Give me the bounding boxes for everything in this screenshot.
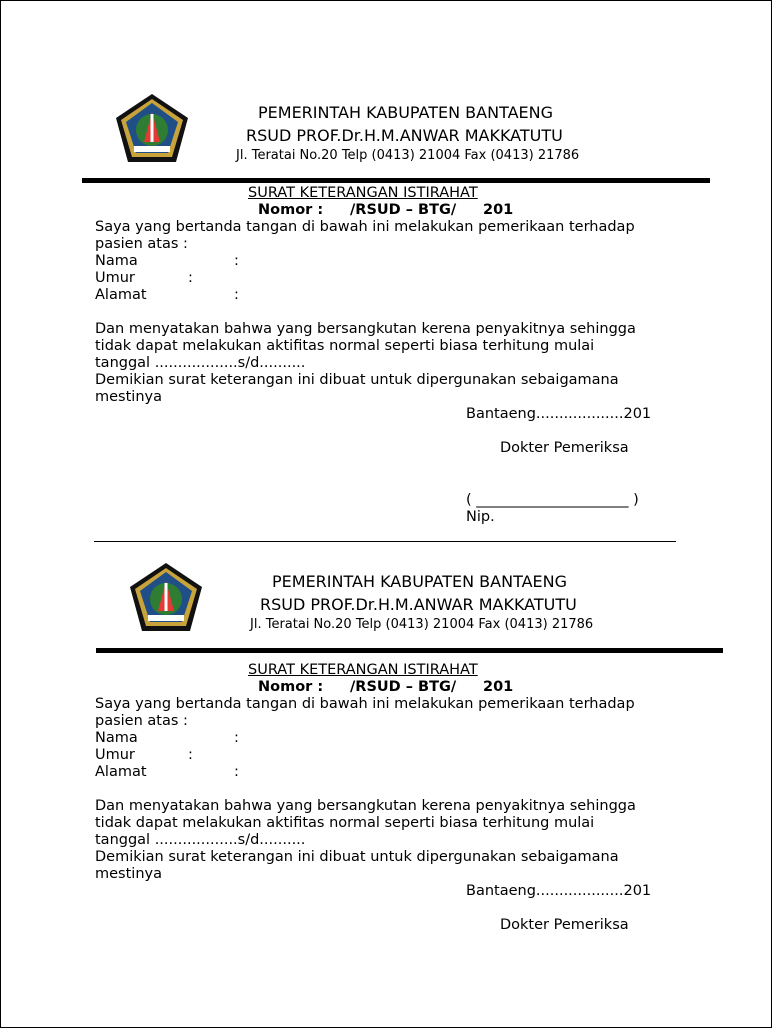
closing-line-1: Demikian surat keterangan ini dibuat untuk dipergunakan sebaigamana xyxy=(95,372,619,388)
field-nama-label: Nama xyxy=(95,730,138,746)
header-divider xyxy=(82,178,710,183)
field-alamat-colon: : xyxy=(234,764,239,780)
body-line-3: tanggal ..................s/d.......... xyxy=(95,355,306,371)
nomor-value: /RSUD – BTG/ xyxy=(350,679,457,695)
field-alamat-label: Alamat xyxy=(95,764,147,780)
field-nama-colon: : xyxy=(234,730,239,746)
place-date: Bantaeng...................201 xyxy=(466,406,652,422)
body-line-2: tidak dapat melakukan aktifitas normal seperti biasa terhitung mulai xyxy=(95,815,595,831)
intro-line-2: pasien atas : xyxy=(95,236,188,252)
field-alamat-label: Alamat xyxy=(95,287,147,303)
nomor-label: Nomor : xyxy=(258,679,324,695)
closing-line-2: mestinya xyxy=(95,389,162,405)
intro-line-2: pasien atas : xyxy=(95,713,188,729)
closing-line-1: Demikian surat keterangan ini dibuat untuk dipergunakan sebaigamana xyxy=(95,849,619,865)
signer-title: Dokter Pemeriksa xyxy=(500,440,629,456)
cut-line xyxy=(94,541,676,542)
field-umur-label: Umur xyxy=(95,747,135,763)
body-line-1: Dan menyatakan bahwa yang bersangkutan kerena penyakitnya sehingga xyxy=(95,798,636,814)
body-line-2: tidak dapat melakukan aktifitas normal seperti biasa terhitung mulai xyxy=(95,338,595,354)
place-date: Bantaeng...................201 xyxy=(466,883,652,899)
hospital-address: Jl. Teratai No.20 Telp (0413) 21004 Fax (0413) 21786 xyxy=(250,617,594,632)
hospital-address: Jl. Teratai No.20 Telp (0413) 21004 Fax (0413) 21786 xyxy=(236,148,580,163)
header-divider xyxy=(96,648,723,653)
body-line-3: tanggal ..................s/d.......... xyxy=(95,832,306,848)
letter-title: SURAT KETERANGAN ISTIRAHAT xyxy=(248,662,478,678)
letter-title: SURAT KETERANGAN ISTIRAHAT xyxy=(248,185,478,201)
intro-line-1: Saya yang bertanda tangan di bawah ini melakukan pemerikaan terhadap xyxy=(95,219,635,235)
signature-line: ( _____________________ ) xyxy=(466,492,639,508)
field-umur-colon: : xyxy=(188,270,193,286)
regency-emblem-icon xyxy=(128,561,204,633)
field-nama-label: Nama xyxy=(95,253,138,269)
field-umur-colon: : xyxy=(188,747,193,763)
closing-line-2: mestinya xyxy=(95,866,162,882)
nip-label: Nip. xyxy=(466,509,495,525)
field-umur-label: Umur xyxy=(95,270,135,286)
field-nama-colon: : xyxy=(234,253,239,269)
body-line-1: Dan menyatakan bahwa yang bersangkutan kerena penyakitnya sehingga xyxy=(95,321,636,337)
government-name: PEMERINTAH KABUPATEN BANTAENG xyxy=(258,103,554,122)
field-alamat-colon: : xyxy=(234,287,239,303)
government-name: PEMERINTAH KABUPATEN BANTAENG xyxy=(272,572,568,591)
hospital-name: RSUD PROF.Dr.H.M.ANWAR MAKKATUTU xyxy=(246,126,563,145)
nomor-year: 201 xyxy=(483,202,514,218)
nomor-label: Nomor : xyxy=(258,202,324,218)
nomor-value: /RSUD – BTG/ xyxy=(350,202,457,218)
intro-line-1: Saya yang bertanda tangan di bawah ini melakukan pemerikaan terhadap xyxy=(95,696,635,712)
signer-title: Dokter Pemeriksa xyxy=(500,917,629,933)
regency-emblem-icon xyxy=(114,92,190,164)
hospital-name: RSUD PROF.Dr.H.M.ANWAR MAKKATUTU xyxy=(260,595,577,614)
nomor-year: 201 xyxy=(483,679,514,695)
